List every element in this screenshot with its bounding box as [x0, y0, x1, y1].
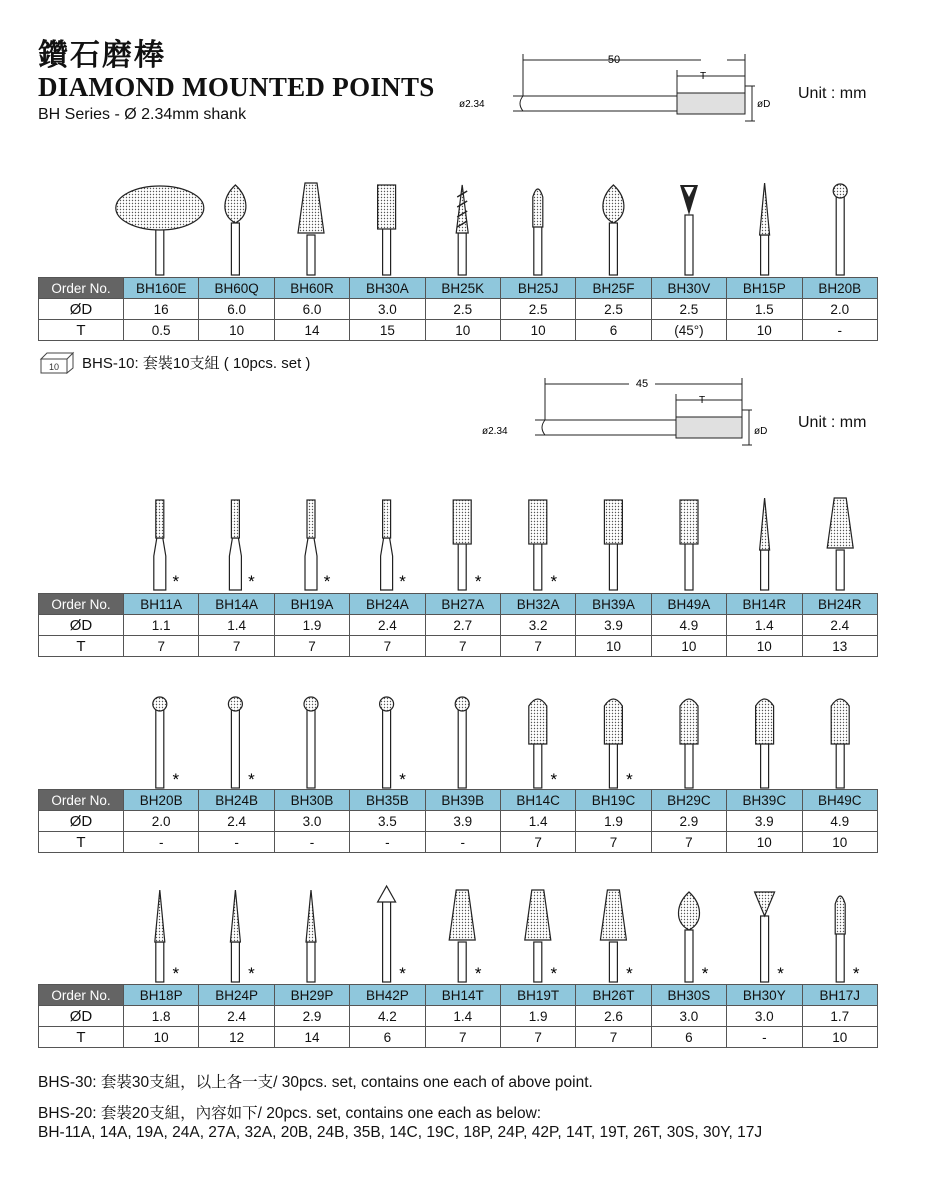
spec-row-d	[39, 615, 878, 636]
t-cell: -	[199, 832, 274, 853]
diameter-cell: 1.4	[199, 615, 274, 636]
order-number-cell: BH30A	[350, 278, 425, 299]
spec-table-4	[38, 984, 878, 1048]
order-number-cell: BH14A	[199, 594, 274, 615]
order-number-cell: BH18P	[124, 985, 199, 1006]
diameter-cell: 3.0	[274, 811, 349, 832]
tool-illustrations-row-4	[38, 882, 878, 984]
tool-needle-icon	[760, 498, 770, 590]
star-mark-icon: *	[172, 770, 180, 789]
order-number-cell: BH30S	[651, 985, 726, 1006]
order-number-cell: BH25K	[425, 278, 500, 299]
tool-flame-icon	[678, 892, 699, 982]
tool-cyl-icon	[680, 500, 698, 590]
t-cell: 6	[651, 1027, 726, 1048]
spec-table-3	[38, 789, 878, 853]
tool-illustrations-row-3	[38, 688, 878, 790]
tool-taper-icon	[600, 890, 626, 982]
star-mark-icon: *	[399, 572, 406, 591]
diameter-cell: 3.9	[727, 811, 802, 832]
order-number-cell: BH60Q	[199, 278, 274, 299]
order-number-cell: BH15P	[727, 278, 802, 299]
spec-row-order	[39, 594, 878, 615]
series-subtitle: BH Series - Ø 2.34mm shank	[38, 106, 247, 123]
tool-needle-icon	[306, 890, 316, 982]
row-label-order: Order No.	[39, 278, 124, 299]
t-cell: 10	[802, 832, 877, 853]
t-cell: 10	[124, 1027, 199, 1048]
spec-row-order	[39, 790, 878, 811]
star-mark-icon: *	[399, 964, 406, 983]
diameter-cell: 6.0	[274, 299, 349, 320]
spec-row-t	[39, 1027, 878, 1048]
order-number-cell: BH11A	[124, 594, 199, 615]
row-label-d: ØD	[39, 811, 124, 832]
diameter-cell: 3.0	[727, 1006, 802, 1027]
row-label-t: T	[39, 832, 124, 853]
tool-arrow-icon	[378, 886, 396, 982]
star-mark-icon: *	[172, 964, 180, 983]
t-cell: 7	[500, 832, 575, 853]
tool-disc-icon	[116, 186, 204, 275]
t-cell: 7	[651, 832, 726, 853]
diameter-cell: 2.5	[651, 299, 726, 320]
diameter-cell: 2.5	[576, 299, 651, 320]
diameter-cell: 3.9	[425, 811, 500, 832]
t-cell: 14	[274, 1027, 349, 1048]
tool-ball-icon	[153, 697, 167, 788]
tool-illustrations-row-1	[38, 175, 878, 277]
diameter-cell: 2.5	[425, 299, 500, 320]
tool-cylneck-icon	[381, 500, 393, 590]
order-number-cell: BH60R	[274, 278, 349, 299]
tool-cyl-icon	[378, 185, 396, 275]
diameter-cell: 3.9	[576, 615, 651, 636]
diameter-cell: 2.6	[576, 1006, 651, 1027]
t-cell: 7	[576, 1027, 651, 1048]
tool-needle-icon	[155, 890, 165, 982]
diameter-cell: 1.9	[274, 615, 349, 636]
order-number-cell: BH25F	[576, 278, 651, 299]
star-mark-icon: *	[777, 964, 784, 983]
star-mark-icon: *	[172, 572, 180, 591]
t-cell: 10	[727, 320, 802, 341]
diameter-cell: 2.4	[199, 811, 274, 832]
diameter-cell: 2.0	[802, 299, 877, 320]
tool-ball-icon	[304, 697, 318, 788]
t-cell: 10	[727, 832, 802, 853]
t-cell: 6	[576, 320, 651, 341]
t-cell: -	[274, 832, 349, 853]
tool-cyl-icon	[604, 500, 622, 590]
tool-illustrations-row-2	[38, 490, 878, 592]
diameter-cell: 1.9	[576, 811, 651, 832]
t-cell: 10	[425, 320, 500, 341]
t-cell: 10	[802, 1027, 877, 1048]
diameter-cell: 3.0	[651, 1006, 726, 1027]
tool-cyl-icon	[453, 500, 471, 590]
order-number-cell: BH24R	[802, 594, 877, 615]
t-cell: 0.5	[124, 320, 199, 341]
diameter-cell: 2.7	[425, 615, 500, 636]
t-cell: 10	[576, 636, 651, 657]
t-cell: -	[350, 832, 425, 853]
diameter-cell: 1.4	[500, 811, 575, 832]
diameter-cell: 1.4	[727, 615, 802, 636]
tool-cylneck-icon	[154, 500, 166, 590]
t-label: T	[699, 71, 707, 82]
set-10-note	[38, 350, 310, 374]
spec-row-d	[39, 299, 878, 320]
star-mark-icon: *	[474, 572, 482, 591]
order-number-cell: BH30Y	[727, 985, 802, 1006]
order-number-cell: BH19A	[274, 594, 349, 615]
row-label-order: Order No.	[39, 985, 124, 1006]
tool-bullet-icon	[533, 189, 543, 275]
star-mark-icon: *	[474, 964, 482, 983]
diameter-cell: 2.5	[500, 299, 575, 320]
spec-row-order	[39, 278, 878, 299]
tool-needle-icon	[230, 890, 240, 982]
tool-ball-icon	[228, 697, 242, 788]
t-cell: 7	[350, 636, 425, 657]
diameter-cell: 3.5	[350, 811, 425, 832]
tool-needle-icon	[760, 183, 770, 275]
diameter-cell: 2.4	[199, 1006, 274, 1027]
order-number-cell: BH39A	[576, 594, 651, 615]
star-mark-icon: *	[626, 770, 633, 789]
diameter-cell: 1.9	[500, 1006, 575, 1027]
diameter-cell: 2.9	[651, 811, 726, 832]
t-cell: -	[124, 832, 199, 853]
tool-round-icon	[604, 699, 622, 788]
diameter-cell: 1.4	[425, 1006, 500, 1027]
diameter-cell: 2.9	[274, 1006, 349, 1027]
row-label-order: Order No.	[39, 594, 124, 615]
tool-ball-icon	[833, 184, 847, 275]
order-number-cell: BH24A	[350, 594, 425, 615]
t-cell: 7	[425, 1027, 500, 1048]
tool-taper-icon	[827, 498, 853, 590]
tool-ball-icon	[455, 697, 469, 788]
row-label-t: T	[39, 320, 124, 341]
t-cell: -	[802, 320, 877, 341]
order-number-cell: BH29P	[274, 985, 349, 1006]
spec-row-t	[39, 320, 878, 341]
diameter-cell: 4.2	[350, 1006, 425, 1027]
diameter-label: øD	[754, 426, 768, 437]
t-cell: 7	[274, 636, 349, 657]
order-number-cell: BH29C	[651, 790, 726, 811]
box-icon	[38, 350, 76, 374]
row-label-order: Order No.	[39, 790, 124, 811]
row-label-d: ØD	[39, 615, 124, 636]
t-cell: 6	[350, 1027, 425, 1048]
tool-spiral-icon	[456, 185, 468, 275]
diameter-cell: 4.9	[651, 615, 726, 636]
tool-round-icon	[529, 699, 547, 788]
star-mark-icon: *	[399, 770, 406, 789]
row-label-d: ØD	[39, 1006, 124, 1027]
dimension-diagram-45mm	[480, 372, 790, 462]
t-cell: -	[425, 832, 500, 853]
order-number-cell: BH24B	[199, 790, 274, 811]
t-cell: 13	[802, 636, 877, 657]
length-label: 45	[635, 378, 649, 390]
t-cell: 10	[199, 320, 274, 341]
star-mark-icon: *	[626, 964, 633, 983]
tool-taper-icon	[298, 183, 324, 275]
tool-round-icon	[680, 699, 698, 788]
t-cell: 7	[199, 636, 274, 657]
t-cell: 14	[274, 320, 349, 341]
order-number-cell: BH20B	[124, 790, 199, 811]
t-cell: (45°)	[651, 320, 726, 341]
tool-cylneck-icon	[305, 500, 317, 590]
tool-round-icon	[831, 699, 849, 788]
order-number-cell: BH39B	[425, 790, 500, 811]
tool-bullet-icon	[835, 896, 845, 982]
tool-flame-icon	[225, 185, 246, 275]
order-number-cell: BH35B	[350, 790, 425, 811]
tool-cylneck-icon	[229, 500, 241, 590]
set-20-list: BH-11A, 14A, 19A, 24A, 27A, 32A, 20B, 24B, 35B, 14C, 19C, 18P, 24P, 42P, 14T, 19T, 26T, 30S, 30Y, 17J	[38, 1124, 763, 1141]
order-number-cell: BH49A	[651, 594, 726, 615]
tool-vee-icon	[680, 185, 698, 275]
shank-label: ø2.34	[482, 426, 508, 437]
star-mark-icon: *	[550, 770, 558, 789]
star-mark-icon: *	[248, 964, 255, 983]
order-number-cell: BH24P	[199, 985, 274, 1006]
order-number-cell: BH30V	[651, 278, 726, 299]
t-cell: -	[727, 1027, 802, 1048]
t-cell: 7	[425, 636, 500, 657]
tool-cyl-icon	[529, 500, 547, 590]
order-number-cell: BH30B	[274, 790, 349, 811]
spec-table-2	[38, 593, 878, 657]
order-number-cell: BH20B	[802, 278, 877, 299]
diameter-cell: 2.4	[350, 615, 425, 636]
tool-ball-icon	[380, 697, 394, 788]
box-label: 10	[48, 362, 60, 372]
diameter-cell: 3.0	[350, 299, 425, 320]
order-number-cell: BH19C	[576, 790, 651, 811]
order-number-cell: BH25J	[500, 278, 575, 299]
tool-taper-icon	[449, 890, 475, 982]
tool-taper-icon	[525, 890, 551, 982]
order-number-cell: BH32A	[500, 594, 575, 615]
t-cell: 10	[727, 636, 802, 657]
t-cell: 10	[500, 320, 575, 341]
tool-invcone-icon	[755, 892, 775, 982]
length-label: 50	[607, 54, 621, 66]
t-cell: 7	[124, 636, 199, 657]
order-number-cell: BH27A	[425, 594, 500, 615]
spec-row-t	[39, 832, 878, 853]
diameter-cell: 1.1	[124, 615, 199, 636]
star-mark-icon: *	[550, 572, 558, 591]
diameter-cell: 2.0	[124, 811, 199, 832]
unit-label: Unit : mm	[798, 85, 867, 102]
diameter-cell: 1.7	[802, 1006, 877, 1027]
order-number-cell: BH42P	[350, 985, 425, 1006]
t-label: T	[698, 395, 706, 406]
t-cell: 10	[651, 636, 726, 657]
order-number-cell: BH17J	[802, 985, 877, 1006]
order-number-cell: BH160E	[124, 278, 199, 299]
order-number-cell: BH14T	[425, 985, 500, 1006]
diameter-cell: 16	[124, 299, 199, 320]
star-mark-icon: *	[852, 964, 860, 983]
t-cell: 7	[500, 636, 575, 657]
t-cell: 7	[500, 1027, 575, 1048]
tool-flame-icon	[603, 185, 624, 275]
diameter-cell: 1.8	[124, 1006, 199, 1027]
set-10-text: BHS-10: 套裝10支組 ( 10pcs. set )	[82, 354, 311, 372]
unit-label: Unit : mm	[798, 414, 867, 431]
spec-row-order	[39, 985, 878, 1006]
order-number-cell: BH14C	[500, 790, 575, 811]
shank-label: ø2.34	[459, 99, 485, 110]
diameter-cell: 4.9	[802, 811, 877, 832]
spec-row-t	[39, 636, 878, 657]
star-mark-icon: *	[248, 572, 255, 591]
row-label-t: T	[39, 636, 124, 657]
order-number-cell: BH26T	[576, 985, 651, 1006]
order-number-cell: BH49C	[802, 790, 877, 811]
dimension-diagram-50mm	[455, 48, 785, 138]
row-label-t: T	[39, 1027, 124, 1048]
star-mark-icon: *	[323, 572, 331, 591]
set-20-note: BHS-20: 套裝20支組，內容如下/ 20pcs. set, contains one each as below:	[38, 1105, 542, 1122]
t-cell: 7	[576, 832, 651, 853]
diameter-cell: 3.2	[500, 615, 575, 636]
star-mark-icon: *	[550, 964, 558, 983]
tool-round-icon	[756, 699, 774, 788]
star-mark-icon: *	[701, 964, 709, 983]
diameter-cell: 2.4	[802, 615, 877, 636]
page-title: DIAMOND MOUNTED POINTS	[38, 72, 435, 102]
set-30-note: BHS-30: 套裝30支組，以上各一支/ 30pcs. set, contains one each of above point.	[38, 1074, 593, 1091]
star-mark-icon: *	[248, 770, 255, 789]
spec-row-d	[39, 1006, 878, 1027]
row-label-d: ØD	[39, 299, 124, 320]
spec-row-d	[39, 811, 878, 832]
t-cell: 12	[199, 1027, 274, 1048]
order-number-cell: BH39C	[727, 790, 802, 811]
t-cell: 15	[350, 320, 425, 341]
order-number-cell: BH19T	[500, 985, 575, 1006]
diameter-label: øD	[757, 99, 771, 110]
diameter-cell: 6.0	[199, 299, 274, 320]
page-title-chinese: 鑽石磨棒	[38, 38, 166, 73]
order-number-cell: BH14R	[727, 594, 802, 615]
diameter-cell: 1.5	[727, 299, 802, 320]
spec-table-1	[38, 277, 878, 341]
